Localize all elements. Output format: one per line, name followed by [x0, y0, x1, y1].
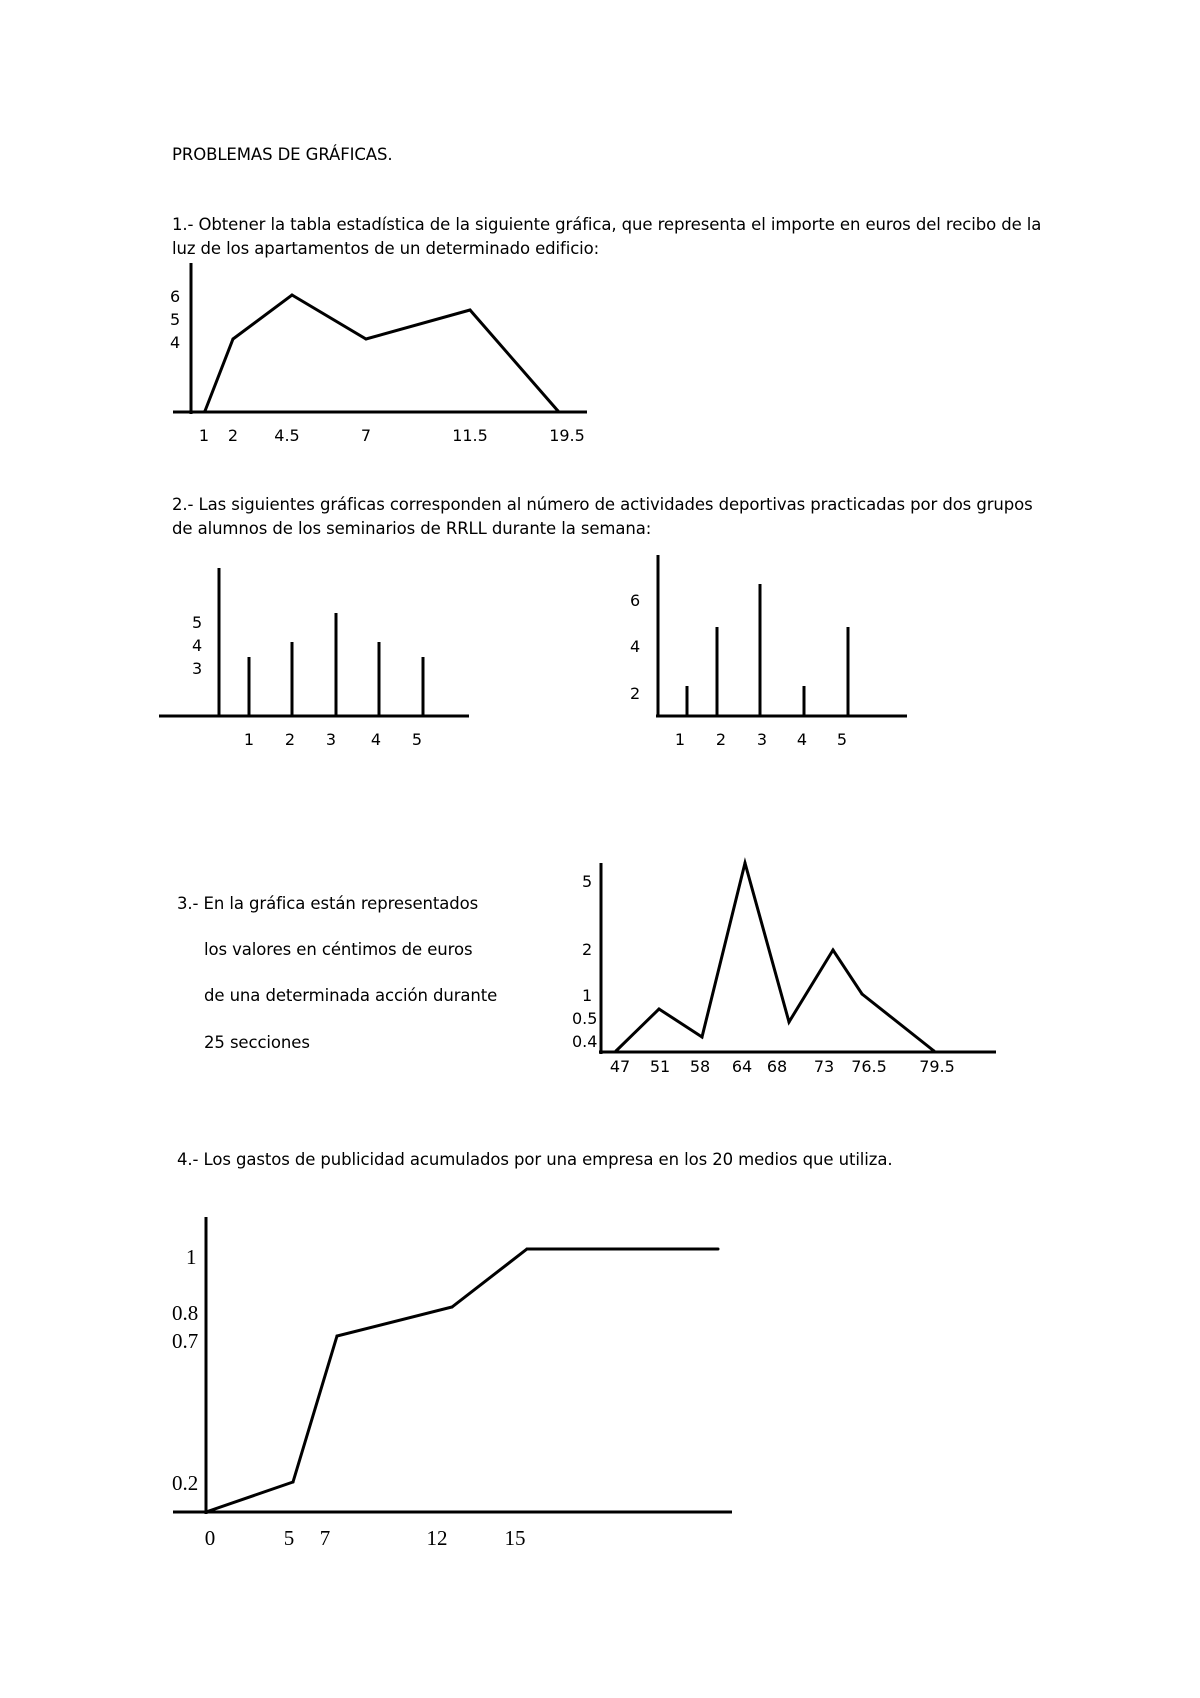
chart-3-point-0: [615, 1050, 618, 1053]
chart-3-xtick-5: 73: [813, 1057, 835, 1076]
page-title: PROBLEMAS DE GRÁFICAS.: [172, 145, 393, 164]
chart-4-point-2: [336, 1335, 339, 1338]
chart-4-point-5: [717, 1248, 720, 1251]
chart-4-point-1: [292, 1481, 295, 1484]
chart-3-point-2: [701, 1036, 704, 1039]
chart-2a: [159, 568, 469, 749]
chart-3-series-line: [616, 863, 934, 1051]
chart-4-xtick-0: 0: [204, 1526, 216, 1550]
chart-4-ytick-2: 0.7: [172, 1329, 199, 1353]
chart-4-xtick-3: 12: [426, 1526, 448, 1550]
chart-2b-ytick-0: 6: [630, 591, 641, 610]
chart-2a-ytick-1: 4: [192, 636, 203, 655]
chart-3-point-1: [658, 1008, 661, 1011]
chart-2b-xtick-1: 2: [715, 730, 727, 749]
chart-3-xtick-6: 76.5: [851, 1057, 887, 1076]
chart-3-ytick-1: 2: [582, 940, 593, 959]
chart-3-xtick-2: 58: [689, 1057, 711, 1076]
chart-3-xtick-4: 68: [766, 1057, 788, 1076]
chart-4-xtick-1: 5: [283, 1526, 295, 1550]
chart-2a-xtick-1: 2: [284, 730, 296, 749]
chart-4-ytick-0: 1: [186, 1245, 197, 1269]
chart-3-ytick-2: 1: [582, 986, 593, 1005]
chart-3-point-5: [832, 949, 835, 952]
chart-1-xtick-3: 7: [360, 426, 372, 445]
problem-3-line-4: 25 secciones: [204, 1033, 310, 1052]
chart-2b-xtick-0: 1: [674, 730, 686, 749]
chart-4-series-line: [206, 1249, 718, 1512]
chart-2a-xtick-0: 1: [243, 730, 255, 749]
chart-1-xtick-2: 4.5: [274, 426, 300, 445]
chart-3-point-6: [861, 993, 864, 996]
problem-3-line-3: de una determinada acción durante: [204, 986, 498, 1005]
chart-4-xtick-4: 15: [504, 1526, 526, 1550]
problem-3-line-1: 3.- En la gráfica están representados: [177, 894, 479, 913]
chart-1-point-2: [291, 294, 294, 297]
chart-4-point-3: [451, 1306, 454, 1309]
chart-2a-xtick-3: 4: [370, 730, 382, 749]
problem-4-line-1: 4.- Los gastos de publicidad acumulados por una empresa en los 20 medios que utiliza.: [177, 1150, 893, 1169]
chart-2b-ytick-2: 2: [630, 684, 641, 703]
chart-1-xtick-4: 11.5: [452, 426, 488, 445]
chart-4-xtick-2: 7: [319, 1526, 331, 1550]
problem-1-line-2: luz de los apartamentos de un determinado edificio:: [172, 239, 600, 258]
chart-3-point-3: [744, 862, 747, 865]
chart-1-xtick-5: 19.5: [549, 426, 585, 445]
chart-2a-ytick-2: 3: [192, 659, 203, 678]
chart-1-point-5: [557, 410, 560, 413]
problem-2-line-2: de alumnos de los seminarios de RRLL durante la semana:: [172, 519, 652, 538]
chart-1-ytick-0: 6: [170, 287, 181, 306]
chart-3-point-7: [933, 1050, 936, 1053]
chart-1-point-4: [469, 309, 472, 312]
chart-4-point-0: [205, 1511, 208, 1514]
chart-2a-xtick-4: 5: [411, 730, 423, 749]
chart-2b-ytick-1: 4: [630, 637, 641, 656]
chart-1-ytick-1: 5: [170, 310, 181, 329]
chart-1-ytick-2: 4: [170, 333, 181, 352]
chart-1-point-0: [204, 410, 207, 413]
chart-4-ytick-3: 0.2: [172, 1471, 199, 1495]
chart-1-series-line: [205, 295, 558, 411]
problem-3-line-2: los valores en céntimos de euros: [204, 940, 473, 959]
chart-2b-xtick-3: 4: [796, 730, 808, 749]
chart-3-ytick-0: 5: [582, 872, 593, 891]
chart-4-ytick-1: 0.8: [172, 1301, 199, 1325]
chart-2a-ytick-0: 5: [192, 613, 203, 632]
chart-1-xtick-0: 1: [198, 426, 210, 445]
chart-1-xtick-1: 2: [227, 426, 239, 445]
chart-3-xtick-0: 47: [609, 1057, 631, 1076]
chart-4: [172, 1217, 732, 1550]
problem-2-line-1: 2.- Las siguientes gráficas corresponden al número de actividades deportivas practicadas por dos grupos: [172, 495, 1033, 514]
chart-3-xtick-1: 51: [649, 1057, 671, 1076]
chart-3-ytick-3: 0.5: [572, 1009, 598, 1028]
chart-1: [170, 263, 587, 445]
chart-1-point-3: [365, 338, 368, 341]
chart-3-point-4: [788, 1021, 791, 1024]
chart-2b-xtick-2: 3: [756, 730, 768, 749]
chart-3-xtick-7: 79.5: [919, 1057, 955, 1076]
problem-1-line-1: 1.- Obtener la tabla estadística de la siguiente gráfica, que representa el importe en euros del recibo de la: [172, 215, 1042, 234]
chart-3-ytick-4: 0.4: [572, 1032, 598, 1051]
chart-3: [572, 862, 996, 1077]
chart-3-xtick-3: 64: [731, 1057, 753, 1076]
chart-2a-xtick-2: 3: [325, 730, 337, 749]
chart-1-point-1: [232, 338, 235, 341]
chart-2b: [630, 555, 907, 749]
chart-2b-xtick-4: 5: [836, 730, 848, 749]
chart-4-point-4: [526, 1248, 529, 1251]
